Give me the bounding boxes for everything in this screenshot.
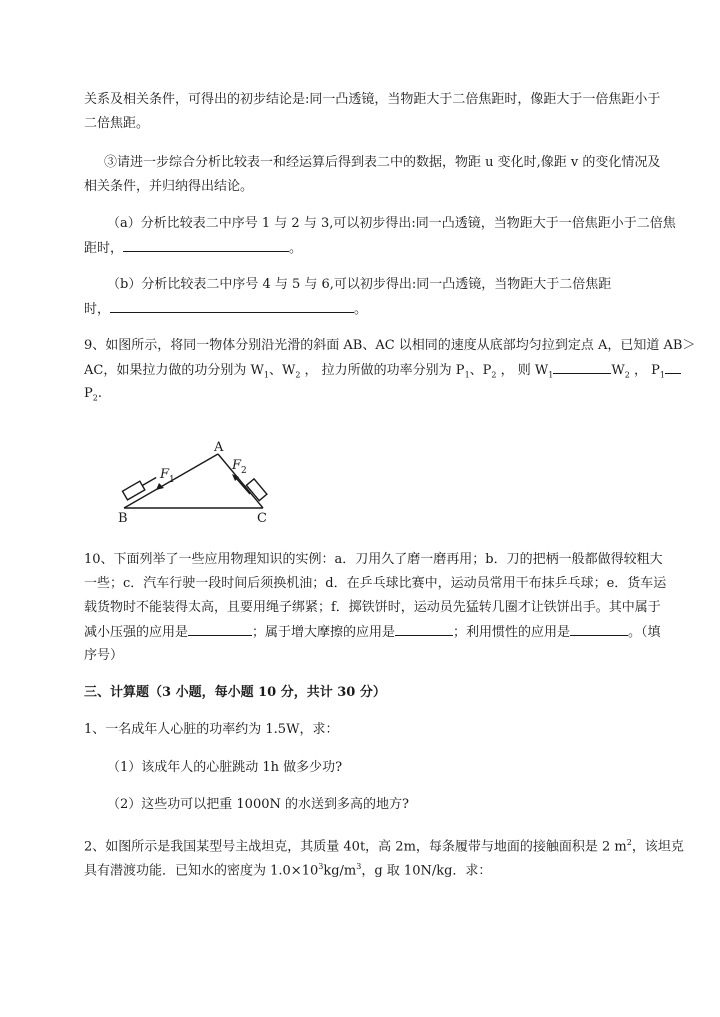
subscript: 1 <box>659 370 665 380</box>
subscript: 1 <box>548 370 554 380</box>
text: 1、一名成年人心脏的功率约为 1.5W，求： <box>84 722 339 737</box>
text: ，该坦克 <box>631 839 684 855</box>
text: kg/m <box>323 863 357 879</box>
text: 9、如图所示，将同一物体分别沿光滑的斜面 AB、AC 以相同的速度从底部均匀拉到定点 A，已知道 AB＞ <box>84 338 696 353</box>
answer-blank[interactable] <box>395 623 453 636</box>
subscript: 2 <box>92 393 98 403</box>
text-line <box>107 759 342 777</box>
text-line <box>84 858 491 880</box>
text-line <box>84 91 660 109</box>
text: ；利用惯性的应用是 <box>453 625 571 640</box>
text: P <box>84 386 93 401</box>
block-left <box>123 473 159 500</box>
text: （a）分析比较表二中序号 1 与 2 与 3,可以初步得出:同一凸透镜，当物距大于一倍焦距小于二倍焦 <box>107 216 676 231</box>
text: W <box>611 363 625 378</box>
text-line <box>104 154 660 172</box>
text: 。（填 <box>628 625 661 640</box>
text-line <box>84 599 661 617</box>
text: 。 <box>289 241 303 256</box>
label-c: C <box>257 511 267 526</box>
text: （2）这些功可以把重 1000N 的水送到多高的地方? <box>107 797 409 812</box>
answer-blank[interactable] <box>570 623 628 636</box>
text-line <box>84 115 149 133</box>
text-line <box>84 623 661 642</box>
section-heading <box>84 684 386 702</box>
text-line <box>84 575 666 593</box>
label-f1-sub: 1 <box>169 475 175 485</box>
text-line <box>84 300 367 319</box>
text: 序号） <box>84 648 124 663</box>
label-b: B <box>118 511 128 526</box>
text: 时， <box>84 302 111 317</box>
text: AC，如果拉力做的功分别为 W <box>84 363 264 378</box>
text-line <box>84 178 253 196</box>
text-line <box>84 361 681 385</box>
text: 相关条件，并归纳得出结论。 <box>84 179 254 194</box>
text-line <box>107 796 409 814</box>
text: 一些；c．汽车行驶一段时间后须换机油；d．在乒乓球比赛中，运动员常用干布抹乒乓球；e．货车运 <box>84 576 667 591</box>
text-line <box>107 276 611 294</box>
subscript: 1 <box>464 370 470 380</box>
text: 、W <box>268 363 296 378</box>
question-9 <box>84 337 695 355</box>
superscript: 3 <box>356 862 362 871</box>
text: 减小压强的应用是 <box>84 625 189 640</box>
text: 关系及相关条件，可得出的初步结论是:同一凸透镜，当物距大于二倍焦距时，像距大于一倍焦距小于 <box>84 92 661 107</box>
label-f1: F <box>160 467 170 482</box>
question-10 <box>84 551 663 569</box>
text: 三、计算题（3 小题，每小题 10 分，共计 30 分） <box>84 685 386 700</box>
label-a: A <box>214 440 224 455</box>
text: ， P <box>629 363 660 378</box>
superscript: 2 <box>626 838 632 847</box>
text-line <box>84 647 123 665</box>
text: 10、下面列举了一些应用物理知识的实例：a．刀用久了磨一磨再用；b．刀的把柄一般都做得较粗大 <box>84 552 663 567</box>
label-f2: F <box>232 458 242 473</box>
label-f2-sub: 2 <box>241 466 247 476</box>
calc-question-2 <box>84 834 684 856</box>
calc-question-1 <box>84 721 338 739</box>
text: 2、如图所示是我国某型号主战坦克，其质量 40t，高 2m，每条履带与地面的接触面积是 2 m <box>84 839 627 855</box>
answer-blank[interactable] <box>553 361 611 374</box>
text: 。 <box>354 302 368 317</box>
answer-blank[interactable] <box>665 361 681 374</box>
answer-blank[interactable] <box>188 623 252 636</box>
subscript: 2 <box>295 370 301 380</box>
text: （b）分析比较表二中序号 4 与 5 与 6,可以初步得出:同一凸透镜，当物距大于二倍焦距 <box>107 277 612 292</box>
subscript: 1 <box>263 370 269 380</box>
text: ， 则 W <box>496 363 549 378</box>
text: 载货物时不能装得太高，且要用绳子绑紧；f．掷铁饼时，运动员先猛转几圈才让铁饼出手。其中属于 <box>84 600 661 615</box>
text: ， 拉力所做的功率分别为 P <box>300 363 465 378</box>
superscript: 3 <box>318 862 324 871</box>
text-line: $P_2$. <box>84 386 102 403</box>
text: 具有潜渡功能．已知水的密度为 1.0×10 <box>84 863 319 879</box>
text: 二倍焦距。 <box>84 116 150 131</box>
answer-blank[interactable] <box>123 239 289 252</box>
text: ，g 取 10N/kg．求： <box>361 863 492 879</box>
subscript: 2 <box>491 370 497 380</box>
block-right <box>246 479 267 501</box>
text-line <box>84 239 302 258</box>
text: ；属于增大摩擦的应用是 <box>252 625 396 640</box>
subscript: 2 <box>624 370 630 380</box>
text: （1）该成年人的心脏跳动 1h 做多少功? <box>107 760 343 775</box>
incline-figure <box>118 438 278 528</box>
text-line <box>107 215 676 233</box>
text: ③请进一步综合分析比较表一和经运算后得到表二中的数据，物距 u 变化时,像距 v 的变化情况及 <box>104 155 661 170</box>
text: 、P <box>469 363 492 378</box>
text: 距时， <box>84 241 124 256</box>
answer-blank[interactable] <box>110 300 354 313</box>
